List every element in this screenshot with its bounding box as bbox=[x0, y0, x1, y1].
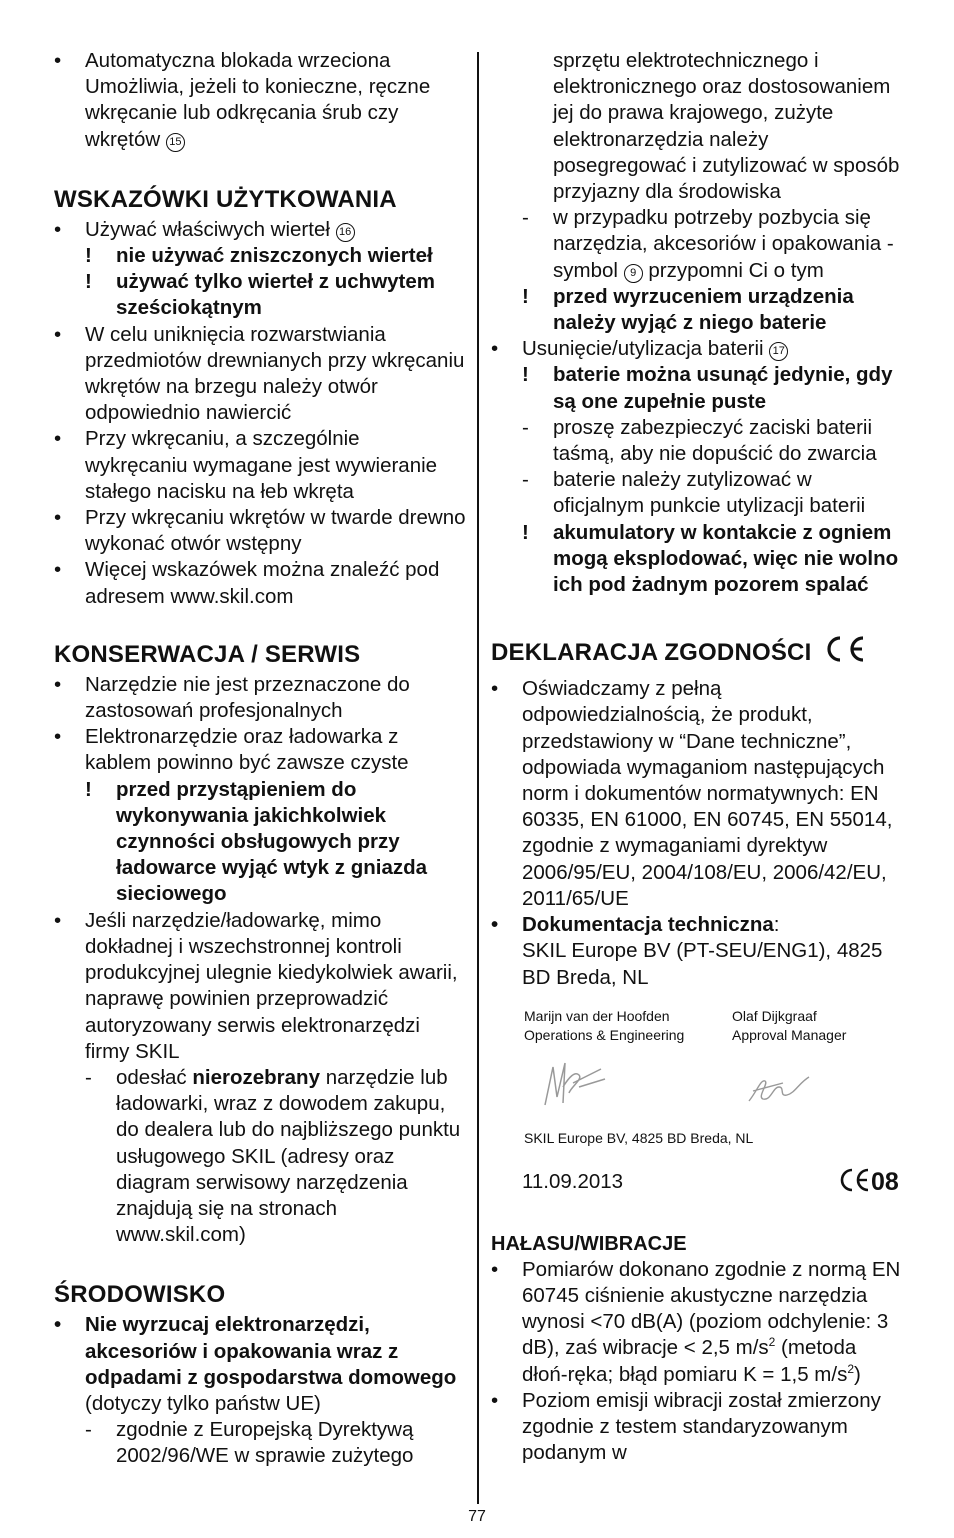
signatory-1 bbox=[524, 1007, 684, 1045]
list-item bbox=[54, 426, 466, 505]
bullet: • bbox=[54, 1313, 62, 1337]
intro-text: Automatyczna blokada wrzeciona Umożliwia, jeżeli to konieczne, ręczne wkręcanie lub odkręcania śrub czy wkrętów bbox=[85, 49, 431, 151]
signature-2-icon bbox=[743, 1069, 815, 1109]
bullet: • bbox=[54, 49, 62, 72]
item-text-bold: Dokumentacja techniczna bbox=[522, 913, 774, 937]
section-heading-usage: WSKAZÓWKI UŻYTKOWANIA bbox=[54, 185, 397, 213]
item-text: Elektronarzędzie oraz ładowarka z kablem powinno być zawsze czyste bbox=[85, 725, 409, 775]
warning-item bbox=[522, 520, 905, 599]
list-item bbox=[54, 322, 466, 427]
signatory-1-role: Operations & Engineering bbox=[524, 1026, 685, 1043]
warning-text: używać tylko wierteł z uchwytem sześciokątnym bbox=[116, 270, 435, 320]
right-column bbox=[491, 48, 905, 1466]
item-text: Usunięcie/utylizacja baterii bbox=[522, 337, 764, 361]
date-row bbox=[491, 1165, 905, 1205]
reference-number: 17 bbox=[769, 342, 788, 361]
reference-number: 16 bbox=[336, 223, 355, 242]
list-item bbox=[54, 557, 466, 609]
dash-mark: - bbox=[85, 1065, 92, 1089]
reference-number: 9 bbox=[624, 264, 643, 283]
page-number: 77 bbox=[468, 1508, 486, 1525]
section-heading-declaration bbox=[491, 634, 905, 672]
signatory-1-name: Marijn van der Hoofden bbox=[524, 1007, 670, 1024]
dash-item bbox=[85, 1417, 466, 1469]
item-text: Narzędzie nie jest przeznaczone do zastosowań profesjonalnych bbox=[85, 672, 410, 723]
warning-mark: ! bbox=[522, 520, 529, 544]
item-text: (dotyczy tylko państw UE) bbox=[85, 1391, 321, 1415]
company-line: SKIL Europe BV, 4825 BD Breda, NL bbox=[524, 1129, 754, 1146]
dash-item-continued bbox=[522, 48, 905, 205]
item-text: Oświadczamy z pełną odpowiedzialnością, że produkt, przedstawiony w “Dane techniczne”, odpowiada wymaganiom następujących norm i dokumentów normatywnych: EN 60335, EN 61000, EN 60745, EN 55014, zgodnie z wymaganiami dyrektyw 2006/95/EU, 2004/108/EU, 2006/42/EU, 2011/65/UE bbox=[522, 677, 893, 910]
list-item bbox=[54, 908, 466, 1065]
list-item bbox=[54, 724, 466, 776]
bullet: • bbox=[54, 506, 62, 530]
bullet: • bbox=[491, 1388, 499, 1412]
bullet: • bbox=[491, 337, 499, 361]
item-text: Przy wkręcaniu wkrętów w twarde drewno wykonać otwór wstępny bbox=[85, 506, 466, 556]
bullet: • bbox=[54, 427, 62, 451]
warning-text: przed wyrzuceniem urządzenia należy wyjąć z niego baterie bbox=[553, 284, 854, 335]
warning-text: nie używać zniszczonych wierteł bbox=[116, 244, 433, 268]
superscript: 2 bbox=[847, 1361, 855, 1376]
list-item bbox=[54, 672, 466, 724]
dash-text: sprzętu elektrotechnicznego i elektronicznego oraz dostosowaniem jej do prawa krajowego, zużyte elektronarzędzia należy posegregować i zutylizować w sposób przyjazny dla środowiska bbox=[553, 49, 900, 204]
dash-text-pre: odesłać bbox=[116, 1065, 187, 1089]
dash-text-post: przypomni Ci o tym bbox=[648, 258, 824, 282]
ce-mark-icon bbox=[821, 634, 867, 672]
dash-text: baterie należy zutylizować w oficjalnym punkcie utylizacji baterii bbox=[553, 468, 866, 518]
list-item bbox=[54, 505, 466, 557]
declaration-title: DEKLARACJA ZGODNOŚCI bbox=[491, 639, 812, 667]
warning-text: akumulatory w kontakcie z ogniem mogą eksplodować, więc nie wolno ich pod żadnym pozorem spalać bbox=[553, 520, 899, 597]
warning-mark: ! bbox=[85, 244, 92, 268]
item-text: Używać właściwych wierteł bbox=[85, 217, 330, 241]
section-heading-noise: HAŁASU/WIBRACJE bbox=[491, 1232, 687, 1255]
dash-item bbox=[522, 415, 905, 467]
item-text: Poziom emisji wibracji został zmierzony zgodnie z testem standaryzowanym podanym w bbox=[522, 1388, 881, 1465]
list-item bbox=[54, 48, 466, 153]
warning-mark: ! bbox=[522, 363, 529, 387]
bullet: • bbox=[54, 217, 62, 241]
left-column bbox=[54, 48, 466, 1470]
item-text: Jeśli narzędzie/ładowarkę, mimo dokładnej i wszechstronnej kontroli produkcyjnej ulegnie kiedykolwiek awarii, naprawę powinien przeprowadzić autoryzowany serwis elektronarzędzi firmy SKIL bbox=[85, 908, 458, 1063]
dash-mark: - bbox=[522, 206, 529, 230]
warning-mark: ! bbox=[85, 777, 92, 801]
signatory-2 bbox=[732, 1007, 846, 1045]
dash-text-bold: nierozebrany bbox=[192, 1065, 320, 1089]
warning-item bbox=[85, 269, 466, 321]
warning-item bbox=[522, 284, 905, 336]
dash-item bbox=[522, 205, 905, 284]
dash-mark: - bbox=[522, 468, 529, 492]
section-heading-maintenance: KONSERWACJA / SERWIS bbox=[54, 640, 361, 668]
dash-text: zgodnie z Europejską Dyrektywą 2002/96/WE w sprawie zużytego bbox=[116, 1418, 414, 1468]
item-text: Więcej wskazówek można znaleźć pod adresem www.skil.com bbox=[85, 558, 440, 608]
bullet: • bbox=[54, 322, 62, 346]
bullet: • bbox=[491, 677, 499, 701]
signatory-2-name: Olaf Dijkgraaf bbox=[732, 1007, 817, 1024]
item-text-b: (metoda dłoń-ręka; błąd pomiaru K = 1,5 m/s bbox=[522, 1336, 857, 1386]
list-item bbox=[491, 1388, 905, 1467]
list-item bbox=[491, 912, 905, 991]
item-text: Przy wkręcaniu, a szczególnie wykręcaniu wymagane jest wywieranie stałego nacisku na łeb wkręta bbox=[85, 427, 438, 503]
superscript: 2 bbox=[768, 1335, 776, 1350]
list-item bbox=[54, 1312, 466, 1417]
dash-mark: - bbox=[522, 415, 529, 439]
item-text-c: ) bbox=[854, 1362, 861, 1386]
signature-block bbox=[491, 1005, 905, 1165]
warning-mark: ! bbox=[522, 284, 529, 308]
dash-text-pre: w przypadku potrzeby pozbycia się narzędzia, akcesoriów i opakowania - symbol bbox=[553, 206, 894, 282]
section-heading-environment: ŚRODOWISKO bbox=[54, 1281, 226, 1309]
bullet: • bbox=[54, 908, 62, 932]
list-item bbox=[491, 1257, 905, 1388]
warning-text: baterie można usunąć jedynie, gdy są one zupełnie puste bbox=[553, 363, 893, 413]
item-text-bold: Nie wyrzucaj elektronarzędzi, akcesoriów i opakowania wraz z odpadami z gospodarstwa domowego bbox=[85, 1313, 457, 1389]
warning-item bbox=[522, 362, 905, 414]
ce-number: 08 bbox=[871, 1167, 899, 1195]
item-text: SKIL Europe BV (PT-SEU/ENG1), 4825 BD Breda, NL bbox=[522, 939, 883, 989]
item-text-a: Pomiarów dokonano zgodnie z normą EN 60745 ciśnienie akustyczne narzędzia wynosi <70 dB(A) (poziom odchylenie: 3 dB), zaś wibracje < 2,5 m/s bbox=[522, 1257, 901, 1360]
warning-item bbox=[85, 777, 466, 908]
dash-text-post: narzędzie lub ładowarki, wraz z dowodem zakupu, do dealera lub do najbliższego punktu usługowego SKIL (adresy oraz diagram serwisowy narzędzenia znajdują się na stronach www.skil.com) bbox=[116, 1065, 461, 1247]
bullet: • bbox=[491, 1257, 499, 1281]
reference-number: 15 bbox=[166, 133, 185, 152]
signatory-2-role: Approval Manager bbox=[732, 1026, 847, 1043]
ce-number-mark bbox=[839, 1165, 905, 1202]
warning-text: przed przystąpieniem do wykonywania jakichkolwiek czynności obsługowych przy ładowarce wyjąć wtyk z gniazda sieciowego bbox=[116, 777, 428, 906]
list-item bbox=[491, 676, 905, 912]
dash-item bbox=[522, 467, 905, 519]
dash-item bbox=[85, 1065, 466, 1248]
bullet: • bbox=[54, 725, 62, 749]
dash-text: proszę zabezpieczyć zaciski baterii taśmą, aby nie dopuścić do zwarcia bbox=[553, 415, 877, 466]
warning-item bbox=[85, 243, 466, 269]
column-divider bbox=[477, 52, 479, 1504]
list-item bbox=[491, 336, 905, 362]
item-colon: : bbox=[773, 913, 780, 937]
ce-mark-small-icon bbox=[839, 1165, 905, 1195]
bullet: • bbox=[491, 913, 499, 937]
dash-mark: - bbox=[85, 1418, 92, 1442]
signature-1-icon bbox=[539, 1057, 611, 1113]
warning-mark: ! bbox=[85, 270, 92, 294]
item-text: W celu uniknięcia rozwarstwiania przedmiotów drewnianych przy wkręcaniu wkrętów na brzegu należy otwór odpowiednio nawiercić bbox=[85, 322, 465, 425]
bullet: • bbox=[54, 672, 62, 696]
declaration-date: 11.09.2013 bbox=[522, 1169, 624, 1193]
bullet: • bbox=[54, 558, 62, 582]
list-item bbox=[54, 217, 466, 243]
